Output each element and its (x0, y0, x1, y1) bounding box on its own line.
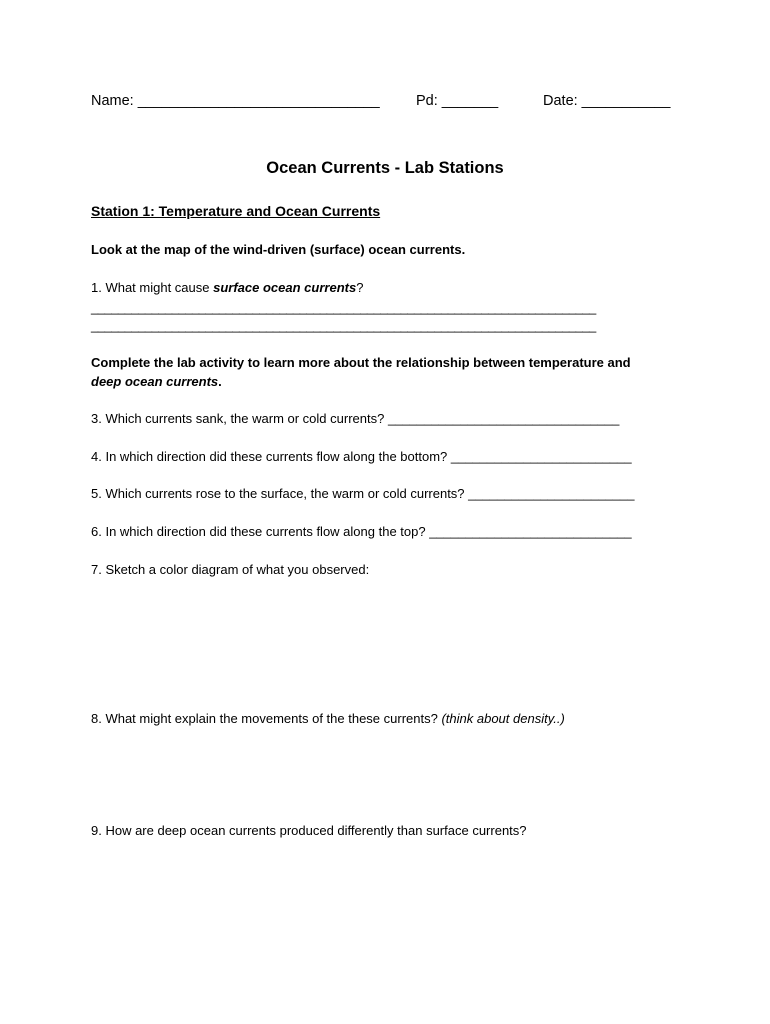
question-1-prefix: 1. What might cause (91, 280, 214, 295)
question-8 (91, 711, 565, 726)
question-4: 4. In which direction did these currents flow along the bottom? _________________________ (91, 449, 632, 464)
period-field: Pd: _______ (416, 93, 499, 109)
instruction-lab-suffix: . (218, 374, 222, 389)
question-7: 7. Sketch a color diagram of what you observed: (91, 562, 370, 577)
answer-line-2: ___________________________________________________________________________ (91, 318, 596, 333)
question-3: 3. Which currents sank, the warm or cold currents? ________________________________ (91, 411, 620, 426)
instruction-map: Look at the map of the wind-driven (surface) ocean currents. (91, 242, 466, 257)
instruction-lab-line-1: Complete the lab activity to learn more about the relationship between temperature and (91, 355, 631, 370)
question-1 (91, 280, 363, 295)
date-field: Date: ___________ (543, 93, 671, 109)
page-title: Ocean Currents - Lab Stations (266, 159, 504, 177)
question-6: 6. In which direction did these currents flow along the top? ____________________________ (91, 524, 632, 539)
question-8-hint: (think about density..) (441, 711, 565, 726)
instruction-lab-emphasis: deep ocean currents (91, 374, 219, 389)
question-5: 5. Which currents rose to the surface, the warm or cold currents? _______________________ (91, 486, 635, 501)
question-8-text: 8. What might explain the movements of the these currents? (91, 711, 442, 726)
question-9: 9. How are deep ocean currents produced differently than surface currents? (91, 823, 527, 838)
name-field: Name: ______________________________ (91, 93, 380, 109)
question-1-suffix: ? (356, 280, 364, 295)
answer-line-1: ___________________________________________________________________________ (91, 300, 596, 315)
station-heading: Station 1: Temperature and Ocean Currents (91, 203, 381, 219)
instruction-lab-line-2 (91, 374, 222, 389)
question-1-emphasis: surface ocean currents (213, 280, 357, 295)
